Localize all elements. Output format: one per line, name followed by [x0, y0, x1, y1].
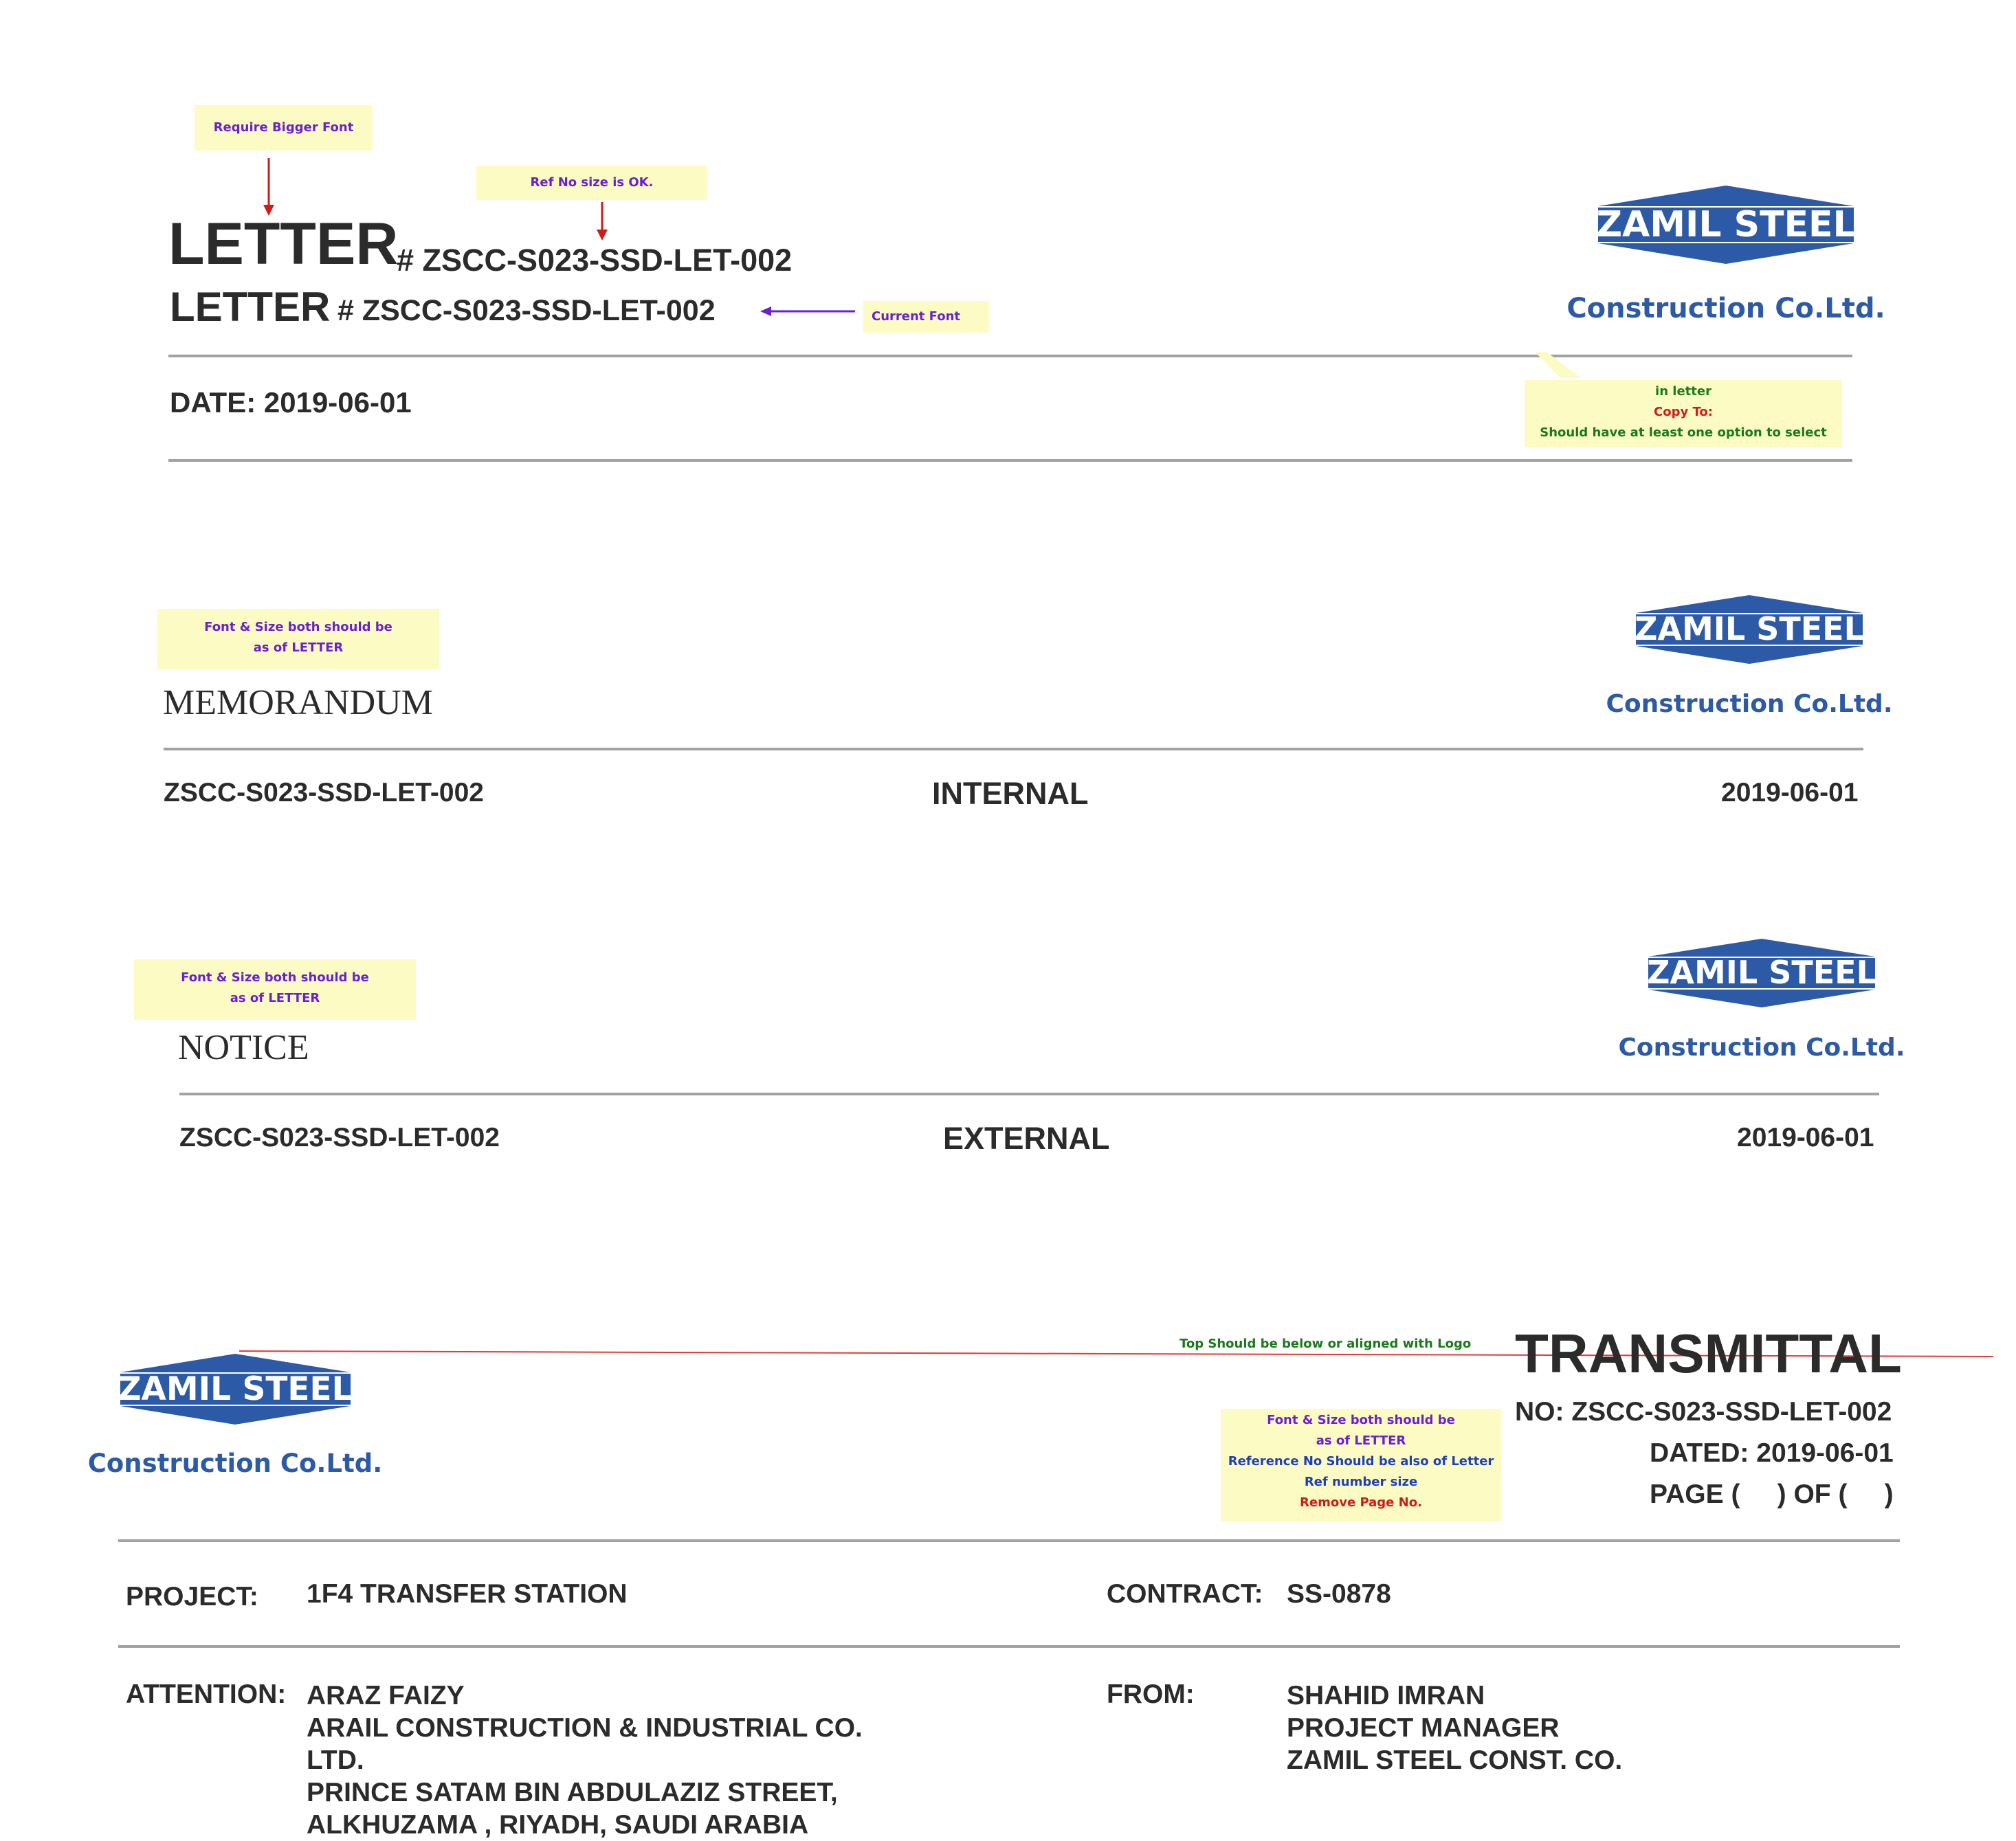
- transmittal-title: TRANSMITTAL: [1515, 1323, 1902, 1384]
- project-value: 1F4 TRANSFER STATION: [307, 1579, 628, 1609]
- note-text: Copy To:: [1654, 405, 1713, 419]
- note-require-bigger-font: [195, 105, 373, 150]
- logo-text-line1: ZAMIL STEEL: [1635, 610, 1864, 647]
- note-current-font: [863, 301, 989, 333]
- logo-text-line2: Construction Co.Ltd.: [87, 1449, 383, 1478]
- attention-line: ARAZ FAIZY: [307, 1681, 465, 1710]
- letter-ref-big: # ZSCC-S023-SSD-LET-002: [397, 243, 793, 278]
- note-text: Font & Size both should be: [204, 620, 392, 634]
- from-line: PROJECT MANAGER: [1287, 1713, 1560, 1743]
- zamil-logo: [1566, 186, 1885, 333]
- note-memo-font: [157, 609, 439, 669]
- note-text: as of LETTER: [1316, 1433, 1406, 1448]
- project-label: PROJECT:: [126, 1582, 258, 1611]
- from-label: FROM:: [1107, 1680, 1195, 1709]
- notice-ref: ZSCC-S023-SSD-LET-002: [179, 1123, 500, 1152]
- note-text: Font & Size both should be: [181, 970, 369, 985]
- notice-title: NOTICE: [178, 1028, 309, 1067]
- memo-type: INTERNAL: [932, 776, 1089, 811]
- logo-text-line2: Construction Co.Ltd.: [1618, 1034, 1905, 1062]
- note-text: Ref No size is OK.: [530, 175, 654, 190]
- attention-label: ATTENTION:: [126, 1680, 287, 1709]
- attention-line: PRINCE SATAM BIN ABDULAZIZ STREET,: [307, 1778, 838, 1807]
- zamil-logo: [1606, 595, 1893, 726]
- memo-ref: ZSCC-S023-SSD-LET-002: [164, 778, 484, 807]
- note-text: Require Bigger Font: [213, 120, 354, 135]
- logo-text-line1: ZAMIL STEEL: [118, 1370, 353, 1408]
- note-text: Font & Size both should be: [1267, 1413, 1455, 1427]
- attention-line: LTD.: [307, 1745, 364, 1775]
- attention-line: ALKHUZAMA , RIYADH, SAUDI ARABIA: [307, 1810, 809, 1840]
- transmittal-dated: DATED: 2019-06-01: [1650, 1438, 1894, 1468]
- from-line: ZAMIL STEEL CONST. CO.: [1287, 1745, 1623, 1775]
- divider: [179, 1093, 1879, 1095]
- memo-title: MEMORANDUM: [163, 683, 433, 722]
- divider: [118, 1645, 1900, 1648]
- note-notice-font: [134, 959, 416, 1020]
- divider: [118, 1539, 1900, 1542]
- divider: [168, 459, 1852, 462]
- red-alignment-line: [0, 0, 7, 7]
- note-transmittal-font: [1221, 1409, 1501, 1521]
- letter-ref-current: # ZSCC-S023-SSD-LET-002: [337, 294, 716, 327]
- from-line: SHAHID IMRAN: [1287, 1681, 1485, 1710]
- divider: [168, 355, 1852, 357]
- note-top-align: Top Should be below or aligned with Logo: [1179, 1337, 1472, 1351]
- note-text: as of LETTER: [230, 991, 320, 1005]
- note-text: in letter: [1655, 384, 1712, 399]
- note-text: Reference No Should be also of Letter: [1228, 1454, 1494, 1469]
- note-text: Remove Page No.: [1300, 1495, 1422, 1510]
- logo-text-line1: ZAMIL STEEL: [1647, 954, 1876, 991]
- note-text: Current Font: [872, 309, 961, 324]
- notice-date: 2019-06-01: [1737, 1123, 1874, 1152]
- letter-title-big: LETTER: [168, 211, 399, 277]
- note-text: Should have at least one option to select: [1540, 425, 1827, 440]
- from-address: [1287, 1680, 1622, 1776]
- note-ref-ok: [476, 166, 707, 200]
- logo-text-line1: ZAMIL STEEL: [1596, 204, 1856, 245]
- contract-value: SS-0878: [1287, 1579, 1391, 1609]
- note-text: Ref number size: [1304, 1475, 1418, 1489]
- divider: [164, 748, 1863, 750]
- memo-date: 2019-06-01: [1721, 778, 1859, 807]
- letter-title-current: LETTER: [170, 284, 331, 330]
- zamil-logo: [87, 1354, 383, 1486]
- zamil-logo: [1618, 939, 1905, 1069]
- letter-date: DATE: 2019-06-01: [170, 386, 412, 419]
- attention-address: [307, 1680, 863, 1841]
- transmittal-page: PAGE ( ) OF ( ): [1650, 1480, 1894, 1509]
- attention-line: ARAIL CONSTRUCTION & INDUSTRIAL CO.: [307, 1713, 863, 1743]
- notice-type: EXTERNAL: [943, 1121, 1110, 1156]
- transmittal-no: NO: ZSCC-S023-SSD-LET-002: [1515, 1397, 1892, 1427]
- logo-text-line2: Construction Co.Ltd.: [1606, 690, 1893, 718]
- note-text: as of LETTER: [253, 640, 344, 655]
- logo-text-line2: Construction Co.Ltd.: [1566, 293, 1885, 324]
- note-copy-to: [1525, 380, 1842, 447]
- contract-label: CONTRACT:: [1107, 1579, 1263, 1609]
